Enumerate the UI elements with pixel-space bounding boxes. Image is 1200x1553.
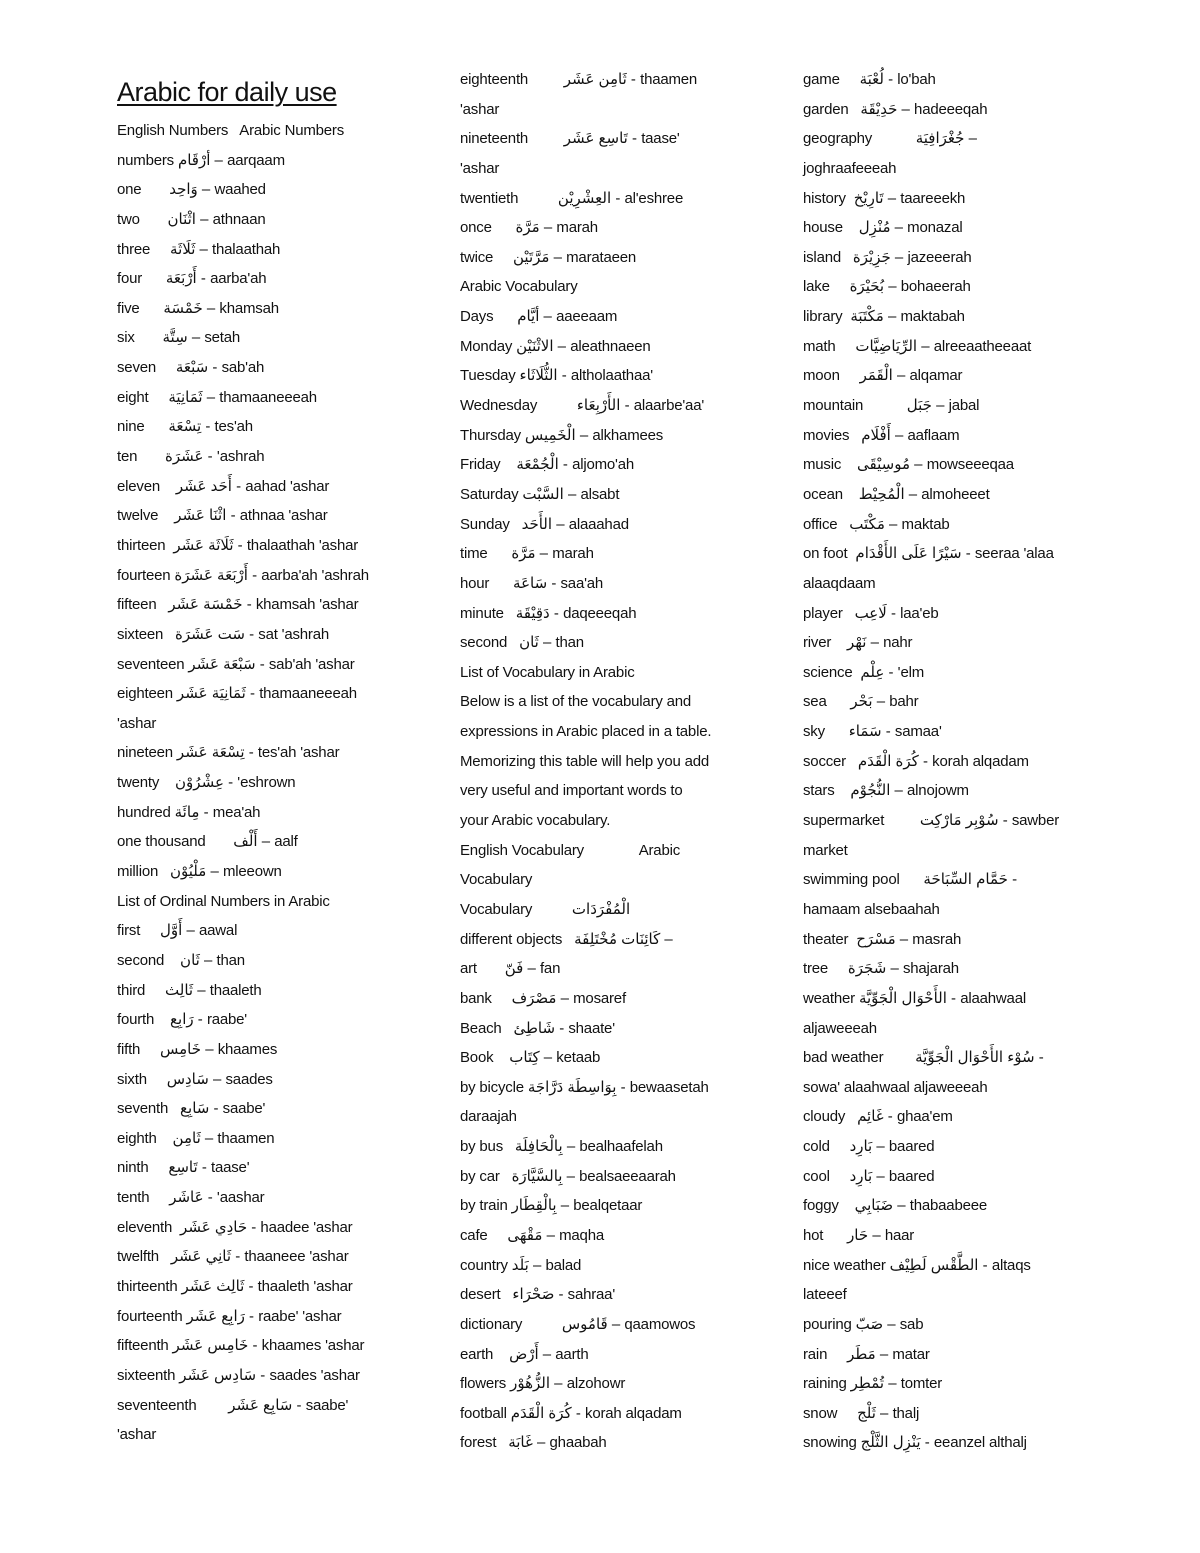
text-line: three ثَلَاثَة – thalaathah [117, 240, 281, 258]
text-line: nineteenth تَاسِع عَشَر - taase' [460, 130, 680, 148]
column-3 [803, 64, 1133, 1458]
text-line: library مَكْتَبَة – maktabah [803, 308, 965, 326]
text-line: seventh سَابِع - saabe' [117, 1100, 266, 1118]
text-line: eighteen ثَمَانِيَة عَشَر - thamaaneeeah [117, 685, 357, 703]
text-line: stars النُّجُوْم – alnojowm [803, 782, 969, 800]
text-line: aljaweeeah [803, 1019, 877, 1037]
text-line: sowa' alaahwaal aljaweeeah [803, 1078, 988, 1096]
text-line: once مَرَّة – marah [460, 219, 598, 237]
text-line: different objects كَائِنَات مُخْتَلِفَة – [460, 930, 673, 948]
text-line: Friday الْجُمْعَة - aljomo'ah [460, 456, 634, 474]
text-line: ten عَشَرَة - 'ashrah [117, 448, 265, 466]
text-line: expressions in Arabic placed in a table. [460, 723, 712, 741]
text-line: geography جُغْرَافِيَة – [803, 130, 977, 148]
text-line: seven سَبْعَة - sab'ah [117, 359, 265, 377]
text-line: hamaam alsebaahah [803, 900, 940, 918]
text-line: earth أَرْض – aarth [460, 1345, 589, 1363]
text-line: moon الْقَمَر – alqamar [803, 367, 963, 385]
text-line: Monday الاثْنَيْن – aleathnaeen [460, 337, 651, 355]
text-line: seventeen سَبْعَة عَشَر - sab'ah 'ashar [117, 655, 355, 673]
text-line: by bicycle بِوَاسِطَة دَرَّاجَة - bewaasetah [460, 1078, 709, 1096]
text-line: pouring صَبّ – sab [803, 1315, 924, 1333]
text-line: third ثَالِث – thaaleth [117, 981, 262, 999]
text-line: cold بَارِد – baared [803, 1138, 935, 1156]
text-line: foggy ضَبَابِي – thabaabeee [803, 1197, 988, 1215]
text-line: raining تُمْطِر – tomter [803, 1375, 943, 1393]
text-line: hundred مِائَة - mea'ah [117, 803, 261, 821]
text-line: sky سَمَاء - samaa' [803, 723, 942, 741]
text-line: hot حَار – haar [803, 1226, 915, 1244]
text-line: six سِتَّة – setah [117, 329, 241, 347]
text-line: seventeenth سَابِع عَشَر - saabe' [117, 1396, 349, 1414]
text-line: fifth خَامِس – khaames [117, 1040, 278, 1058]
text-line: twelfth ثَانِي عَشَر - thaaneee 'ashar [117, 1248, 349, 1266]
text-line: mountain جَبَل – jabal [803, 397, 980, 415]
text-line: eighth ثَامِن – thaamen [117, 1129, 275, 1147]
text-line: minute دَقِيْقَة - daqeeeqah [460, 604, 637, 622]
column-1 [117, 64, 437, 1450]
text-line: game لُعْبَة - lo'bah [803, 71, 936, 88]
text-line: Thursday الْخَمِيس – alkhamees [460, 426, 664, 444]
text-line: tree شَجَرَة – shajarah [803, 960, 959, 978]
text-line: dictionary قَامُوس – qaamowos [460, 1315, 696, 1333]
text-line: fifteen خَمْسَة عَشَر - khamsah 'ashar [117, 596, 359, 614]
text-line: Book كِتَاب – ketaab [460, 1049, 601, 1067]
text-line: snow ثَلْج – thalj [803, 1404, 920, 1422]
text-line: island جَزِيْرَة – jazeeerah [803, 248, 972, 266]
text-line: eleventh حَادِي عَشَر - haadee 'ashar [117, 1218, 353, 1236]
text-line: garden حَدِيْقَة – hadeeeqah [803, 100, 988, 118]
text-line: cool بَارِد – baared [803, 1167, 935, 1185]
column-2 [460, 64, 780, 1458]
text-line: country بَلَد – balad [460, 1256, 582, 1274]
text-line: Arabic Vocabulary [460, 278, 578, 296]
text-line: nine تِسْعَة - tes'ah [117, 418, 253, 436]
text-line: twelve اثْنَا عَشَر - athnaa 'ashar [117, 507, 328, 525]
text-line: twenty عِشْرُوْن - 'eshrown [117, 774, 296, 792]
text-line: supermarket سُوْبِر مَارْكِت - sawber [803, 812, 1060, 830]
text-line: eight ثَمَانِيَة – thamaaneeeah [117, 388, 317, 406]
text-line: nice weather الطَّقْس لَطِيْف - altaqs [803, 1256, 1031, 1274]
text-line: eighteenth ثَامِن عَشَر - thaamen [460, 71, 698, 88]
text-line: sixteenth سَادِس عَشَر - saades 'ashar [117, 1366, 360, 1384]
text-line: on foot سَيْرًا عَلَى الأَقْدَام - seeraa 'alaa [803, 545, 1054, 563]
text-line: cloudy غَائِم - ghaa'em [803, 1108, 953, 1126]
text-line: numbers أرْقَام – aarqaam [117, 151, 285, 169]
text-line: first أَوَّل – aawal [117, 922, 238, 940]
text-line: bad weather سُوْء الأَحْوَال الْجَوِّيَّة - [803, 1049, 1044, 1067]
text-line: Wednesday الأَرْبِعَاء - alaarbe'aa' [460, 397, 705, 415]
text-line: second ثَان – than [460, 634, 584, 652]
text-line: your Arabic vocabulary. [460, 812, 611, 830]
text-line: math الرِّيَاضِيَّات – alreeaatheeaat [803, 337, 1032, 355]
text-line: English Numbers Arabic Numbers [117, 122, 345, 139]
text-line: movies أَفْلَام – aaflaam [803, 426, 960, 444]
text-line: Days أيَّام – aaeeaam [460, 308, 618, 326]
text-line: thirteenth ثَالِث عَشَر - thaaleth 'ashar [117, 1277, 353, 1295]
text-line: flowers الزُّهُوْر – alzohowr [460, 1375, 626, 1393]
text-line: fifteenth خَامِس عَشَر - khaames 'ashar [117, 1337, 365, 1355]
text-line: tenth عَاشَر - 'aashar [117, 1189, 265, 1207]
text-line: 'ashar [460, 159, 500, 177]
text-line: Beach شَاطِئ - shaate' [460, 1019, 615, 1037]
document-title: Arabic for daily use [117, 77, 337, 107]
text-line: ocean الْمُحِيْط – almoheeet [803, 485, 990, 503]
text-line: twentieth العِشْرِيْن - al'eshree [460, 189, 684, 207]
text-line: million مَلْيُوْن – mleeown [117, 863, 282, 881]
text-line: List of Ordinal Numbers in Arabic [117, 892, 330, 910]
text-line: Tuesday الثُّلَاثَاء - altholaathaa' [460, 367, 653, 385]
text-line: Sunday الأَحَد – alaaahad [460, 515, 629, 533]
text-line: 'ashar [460, 100, 500, 118]
text-line: Vocabulary [460, 871, 533, 889]
text-line: eleven أَحَد عَشَر - aahad 'ashar [117, 477, 330, 495]
text-line: time مَرَّة – marah [460, 545, 594, 563]
text-line: sea بَحْر – bahr [803, 693, 919, 711]
text-line: by car بِالسَّيَّارَة – bealsaeeaarah [460, 1167, 676, 1185]
text-line: one وَاحِد – waahed [117, 181, 266, 199]
text-line: history تَارِيْخ – taareeekh [803, 189, 966, 207]
text-line: alaaqdaam [803, 574, 876, 592]
text-line: market [803, 841, 848, 859]
text-line: Saturday السَّبْت – alsabt [460, 485, 620, 503]
text-line: List of Vocabulary in Arabic [460, 663, 635, 681]
text-line: desert صَحْرَاء - sahraa' [460, 1286, 615, 1304]
text-line: river نَهْر – nahr [803, 634, 913, 652]
text-line: five خَمْسَة – khamsah [117, 299, 279, 317]
text-line: player لَاعِب - laa'eb [803, 604, 939, 622]
text-line: daraajah [460, 1108, 517, 1126]
text-line: joghraafeeeah [803, 159, 897, 177]
text-line: art فَنّ – fan [460, 960, 561, 978]
text-line: by train بِالْقِطَار – bealqetaar [460, 1197, 643, 1215]
text-line: fourteenth رَابِع عَشَر - raabe' 'ashar [117, 1307, 342, 1325]
text-line: music مُوسِيْقَى – mowseeeqaa [803, 456, 1014, 474]
text-line: forest غَابَة – ghaabah [460, 1434, 607, 1452]
text-line: sixth سَادِس – saades [117, 1070, 273, 1088]
text-line: rain مَطَر – matar [803, 1345, 930, 1363]
text-line: four أَرْبَعَة - aarba'ah [117, 270, 267, 288]
text-line: hour سَاعَة - saa'ah [460, 574, 604, 592]
text-line: theater مَسْرَح – masrah [803, 930, 962, 948]
text-line: nineteen تِسْعَة عَشَر - tes'ah 'ashar [117, 744, 340, 762]
text-line: one thousand أَلْف – aalf [117, 833, 298, 851]
text-line: ninth تَاسِع - taase' [117, 1159, 250, 1177]
text-line: thirteen ثَلَاثَة عَشَر - thalaathah 'ashar [117, 536, 359, 554]
text-line: sixteen سَت عَشَرَة - sat 'ashrah [117, 625, 330, 643]
text-line: lake بُحَيْرَة – bohaeerah [803, 278, 971, 296]
text-line: soccer كُرَة الْقَدَم - korah alqadam [803, 752, 1029, 770]
text-line: bank مَصْرَف – mosaref [460, 989, 626, 1007]
text-line: cafe مَقْهَى – maqha [460, 1226, 604, 1244]
text-line: 'ashar [117, 1426, 157, 1444]
text-line: house مُنْزِل – monazal [803, 219, 963, 237]
text-line: English Vocabulary Arabic [460, 841, 681, 859]
text-line: Below is a list of the vocabulary and [460, 693, 692, 711]
text-line: fourth رَابِع - raabe' [117, 1011, 247, 1029]
text-line: Memorizing this table will help you add [460, 752, 709, 770]
text-line: very useful and important words to [460, 782, 683, 800]
text-line: lateeef [803, 1286, 847, 1304]
text-line: science عِلْم - 'elm [803, 663, 925, 681]
text-line: by bus بِالْحَافِلَة – bealhaafelah [460, 1138, 663, 1156]
text-line: swimming pool حَمَّام السِّبَاحَة - [803, 871, 1018, 889]
text-line: weather الأَحْوَال الْجَوِّيَّة - alaahwaal [803, 989, 1026, 1007]
text-line: football كُرَة الْقَدَم - korah alqadam [460, 1404, 682, 1422]
text-line: office مَكْتَب – maktab [803, 515, 950, 533]
text-line: twice مَرَّتَيْن – marataeen [460, 248, 637, 266]
text-line: 'ashar [117, 714, 157, 732]
text-line: snowing يَنْزِل الثَّلْج - eeanzel althalj [803, 1434, 1027, 1452]
text-line: two اثْنَان – athnaan [117, 210, 266, 228]
text-line: fourteen أَرْبَعَة عَشَرَة - aarba'ah 'ashrah [117, 566, 369, 584]
text-line: second ثَان – than [117, 951, 245, 969]
text-line: Vocabulary الْمُفْرَدَات [460, 900, 631, 918]
